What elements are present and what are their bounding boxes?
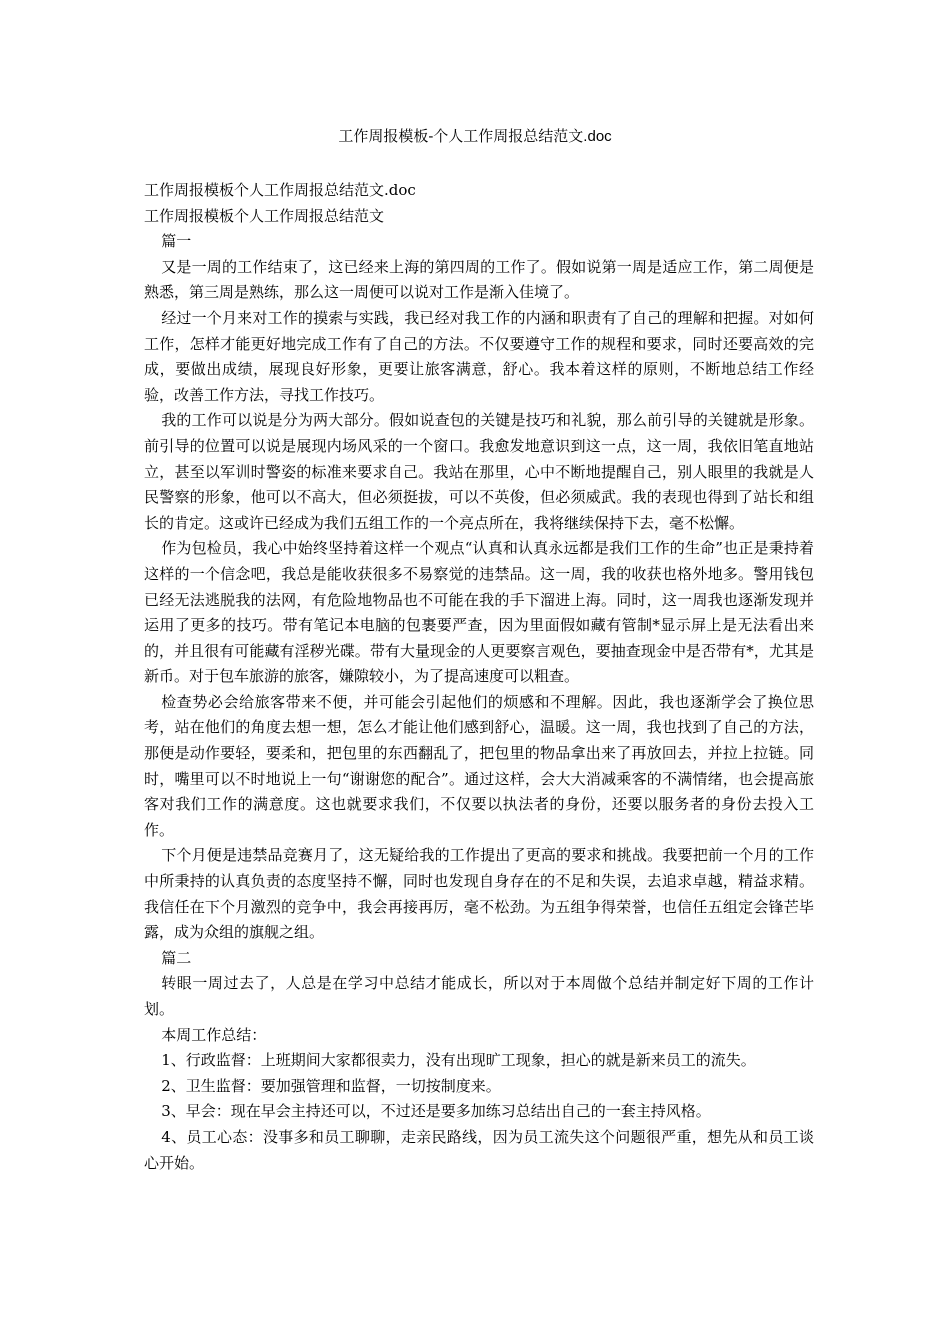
document-title: 工作周报模板-个人工作周报总结范文.doc (338, 128, 612, 145)
paragraph: 转眼一周过去了，人总是在学习中总结才能成长，所以对于本周做个总结并制定好下周的工作计划。 (144, 974, 814, 1018)
list-item: 2、卫生监督：要加强管理和监督，一切按制度来。 (161, 1076, 501, 1095)
summary-heading: 本周工作总结： (161, 1025, 267, 1044)
document-body (144, 178, 814, 1176)
list-item: 3、早会：现在早会主持还可以，不过还是要多加练习总结出自己的一套主持风格。 (161, 1102, 711, 1121)
list-item: 4、员工心态：没事多和员工聊聊，走亲民路线，因为员工流失这个问题很严重，想先从和员工谈心开始。 (144, 1127, 814, 1172)
paragraph: 经过一个月来对工作的摸索与实践，我已经对我工作的内涵和职责有了自己的理解和把握。对如何工作，怎样才能更好地完成工作有了自己的方法。不仅要遵守工作的规程和要求，同时还要高效的完成，要做出成绩，展现良好形象，更要让旅客满意，舒心。我本着这样的原则，不断地总结工作经验，改善工作方法，寻找工作技巧。 (144, 308, 814, 404)
list-item: 1、行政监督：上班期间大家都很卖力，没有出现旷工现象，担心的就是新来员工的流失。 (161, 1051, 756, 1070)
paragraph: 下个月便是违禁品竞赛月了，这无疑给我的工作提出了更高的要求和挑战。我要把前一个月的工作中所秉持的认真负责的态度坚持不懈，同时也发现自身存在的不足和失误，去追求卓越，精益求精。我信任在下个月激烈的竞争中，我会再接再厉，毫不松劲。为五组争得荣誉，也信任五组定会锋芒毕露，成为众组的旗舰之组。 (144, 846, 814, 942)
section-heading-1: 篇一 (161, 232, 192, 251)
paragraph: 作为包检员，我心中始终坚持着这样一个观点“认真和认真永远都是我们工作的生命”也正是秉持着这样的一个信念吧，我总是能收获很多不易察觉的违禁品。这一周，我的收获也格外地多。警用钱包已经无法逃脱我的法网，有危险地物品也不可能在我的手下溜进上海。同时，这一周我也逐渐发现并运用了更多的技巧。带有笔记本电脑的包裹要严查，因为里面假如藏有管制*显示屏上是无法看出来的，并且很有可能藏有淫秽光碟。带有大量现金的人更要察言观色，要抽查现金中是否带有*，尤其是新币。对于包车旅游的旅客，嫌隙较小，为了提高速度可以粗查。 (144, 539, 814, 686)
paragraph: 我的工作可以说是分为两大部分。假如说查包的关键是技巧和礼貌，那么前引导的关键就是形象。前引导的位置可以说是展现内场风采的一个窗口。我愈发地意识到这一点，这一周，我依旧笔直地站立，甚至以军训时警姿的标准来要求自己。我站在那里，心中不断地提醒自己，别人眼里的我就是人民警察的形象，他可以不高大，但必须挺拔，可以不英俊，但必须威武。我的表现也得到了站长和组长的肯定。这或许已经成为我们五组工作的一个亮点所在，我将继续保持下去，毫不松懈。 (144, 411, 814, 532)
paragraph: 检查势必会给旅客带来不便，并可能会引起他们的烦感和不理解。因此，我也逐渐学会了换位思考，站在他们的角度去想一想，怎么才能让他们感到舒心，温暖。这一周，我也找到了自己的方法，那便是动作要轻，要柔和，把包里的东西翻乱了，把包里的物品拿出来了再放回去，并拉上拉链。同时，嘴里可以不时地说上一句“谢谢您的配合”。通过这样，会大大消减乘客的不满情绪，也会提高旅客对我们工作的满意度。这也就要求我们，不仅要以执法者的身份，还要以服务者的身份去投入工作。 (144, 692, 814, 839)
subtitle-line: 工作周报模板个人工作周报总结范文 (144, 206, 385, 225)
section-heading-2: 篇二 (161, 948, 192, 967)
paragraph: 又是一周的工作结束了，这已经来上海的第四周的工作了。假如说第一周是适应工作，第二周便是熟悉，第三周是熟练，那么这一周便可以说对工作是渐入佳境了。 (144, 257, 814, 302)
file-name-line: 工作周报模板个人工作周报总结范文.doc (144, 181, 416, 199)
